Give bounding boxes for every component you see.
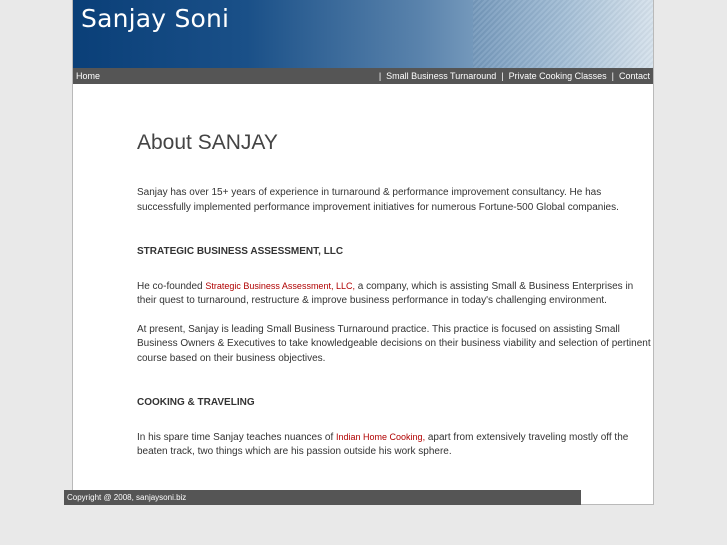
section-title-strategic: STRATEGIC BUSINESS ASSESSMENT, LLC: [137, 246, 344, 257]
section-title-cooking: COOKING & TRAVELING: [137, 397, 255, 408]
strategic-paragraph-2: At present, Sanjay is leading Small Business Turnaround practice. This practice is focused on assisting Small Business Owners & Executives to take knowledgeable decisions on their business viability and selection of pertinent course based on their business objectives.: [137, 323, 651, 364]
copyright-text: Copyright @ 2008, sanjaysoni.biz: [67, 493, 187, 502]
strategic-business-assessment-link[interactable]: Strategic Business Assessment, LLC,: [205, 280, 355, 291]
nav-bar: [73, 68, 653, 84]
main-content: [137, 130, 652, 474]
nav-small-business-turnaround-link[interactable]: Small Business Turnaround: [386, 71, 497, 81]
site-title: Sanjay Soni: [81, 4, 230, 33]
text-segment: a company, which is assisting Small & Business Enterprises in their quest to turnaround, restructure & improve business performance in today's challenging environment.: [137, 280, 634, 306]
nav-separator: |: [378, 71, 382, 81]
strategic-paragraph-1: [137, 279, 652, 309]
text-segment: apart from extensively traveling mostly off the beaten track, two things which are his passion outside his work sphere.: [137, 431, 629, 457]
intro-paragraph: Sanjay has over 15+ years of experience in turnaround & performance improvement consultancy. He has successfully implemented performance improvement initiatives for numerous Fortune-500 Global companies.: [137, 187, 619, 213]
page-container: [72, 0, 654, 505]
nav-separator: |: [611, 71, 614, 81]
indian-home-cooking-link[interactable]: Indian Home Cooking,: [336, 431, 426, 442]
text-segment: In his spare time Sanjay teaches nuances of: [137, 431, 337, 443]
nav-separator: |: [501, 71, 504, 81]
page-heading: About SANJAY: [137, 131, 278, 154]
nav-links: [374, 71, 650, 81]
site-header: [73, 0, 653, 68]
cooking-paragraph: [137, 430, 652, 460]
text-segment: He co-founded: [137, 280, 206, 292]
footer-bar: [64, 490, 581, 505]
nav-contact-link[interactable]: Contact: [618, 71, 650, 81]
nav-private-cooking-classes-link[interactable]: Private Cooking Classes: [508, 71, 607, 81]
nav-home-link[interactable]: Home: [76, 71, 101, 81]
